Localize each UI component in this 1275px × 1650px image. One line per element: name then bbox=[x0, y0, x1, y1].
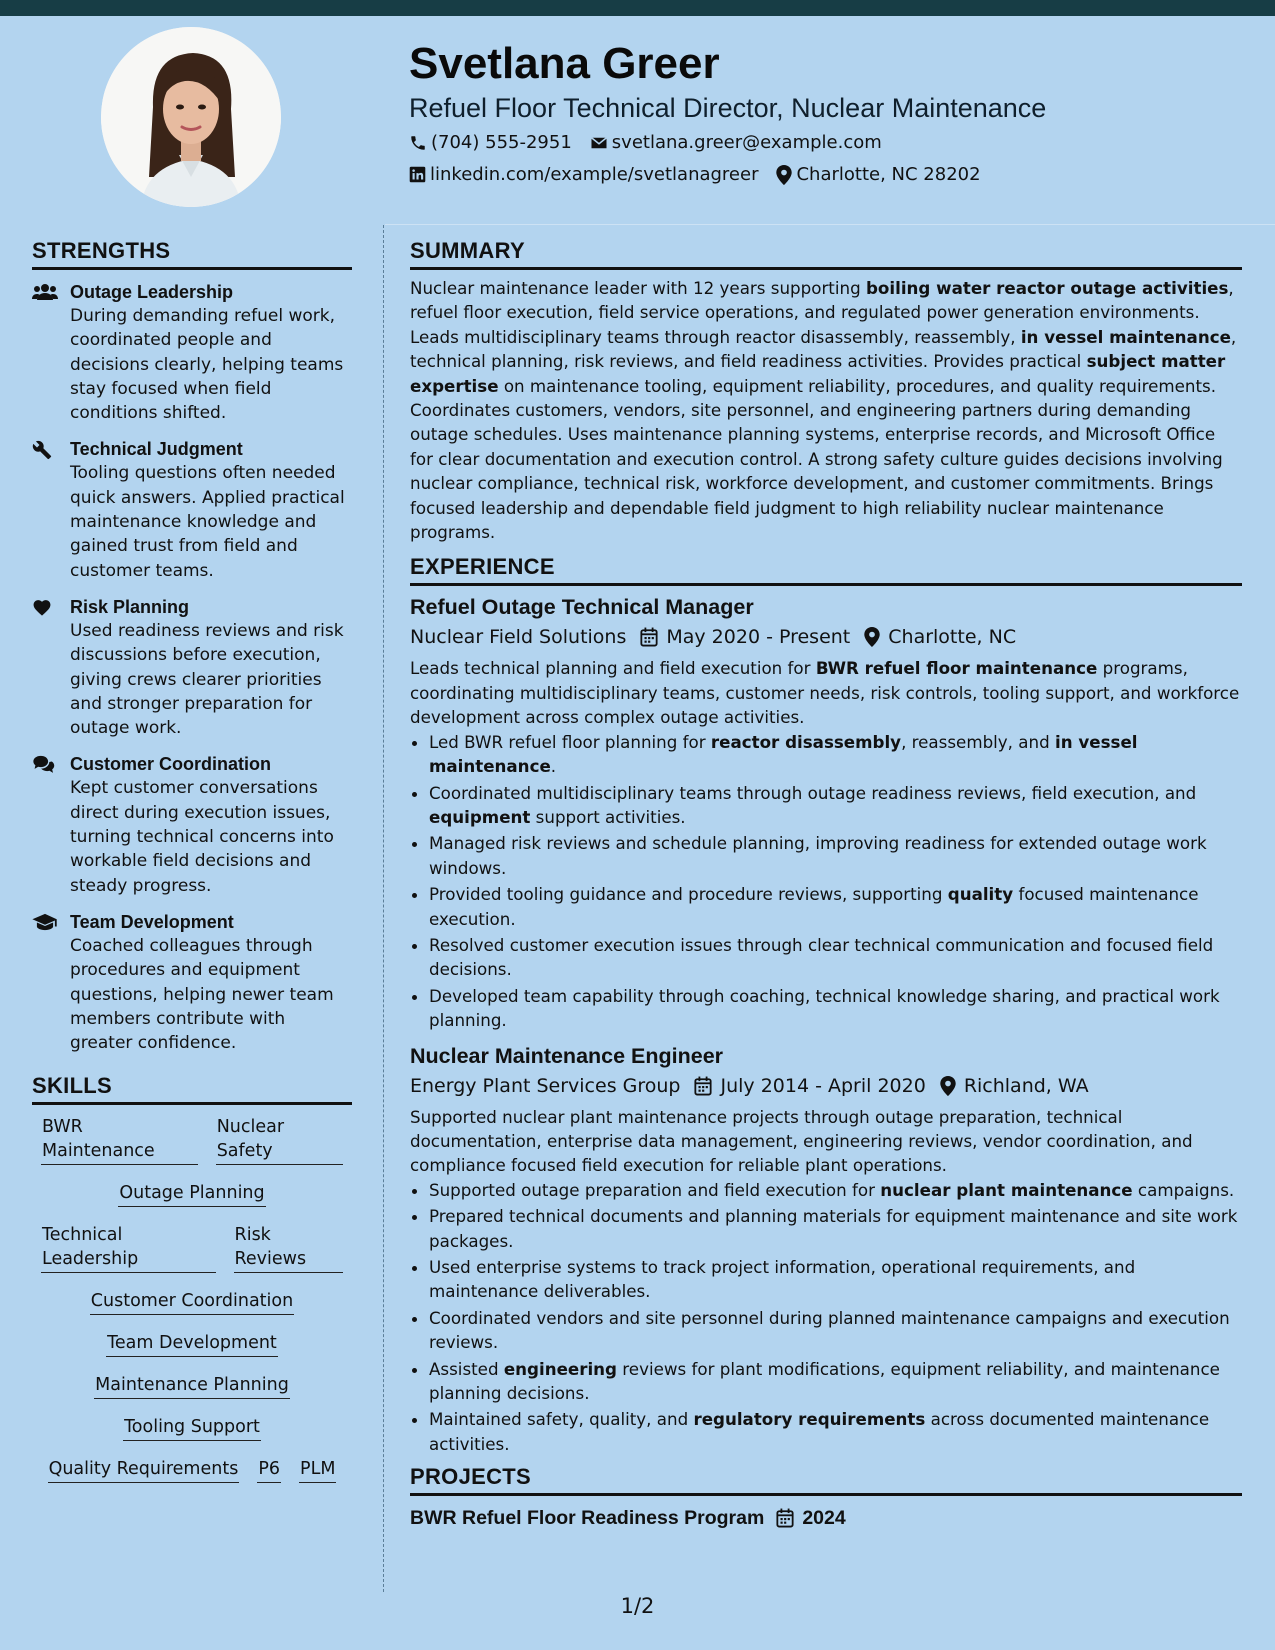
skill-row bbox=[32, 1373, 352, 1399]
strength-description: Used readiness reviews and risk discussions before execution, giving crews clearer priorities and stronger preparation for outage work. bbox=[70, 620, 344, 739]
skill-tag: Risk Reviews bbox=[234, 1223, 343, 1273]
job-bullet bbox=[429, 1204, 1242, 1253]
linkedin-contact bbox=[409, 164, 758, 185]
skill-tag: Tooling Support bbox=[123, 1415, 261, 1441]
bullet-text: reviews for plant modifications, equipment reliability, and maintenance planning decisions. bbox=[429, 1358, 1220, 1404]
bold-phrase: regulatory requirements bbox=[693, 1409, 926, 1430]
job-bullet bbox=[429, 1357, 1242, 1406]
skill-tag: Customer Coordination bbox=[90, 1289, 294, 1315]
linkedin-url[interactable]: linkedin.com/example/svetlanagreer bbox=[430, 164, 759, 185]
phone-icon bbox=[409, 134, 427, 152]
job-description-text: Supported nuclear plant maintenance projects through outage preparation, technical documentation, enterprise data management, engineering reviews, vendor coordination, and compliance focused field execution for reliable plant operations. bbox=[410, 1106, 1193, 1176]
envelope-icon bbox=[590, 134, 608, 152]
summary-segment: , refuel floor execution, field service operations, and regulated power generation environments. Leads multidisciplinary teams through reactor disassembly, reassembly, bbox=[410, 278, 1234, 347]
skill-row bbox=[32, 1115, 352, 1165]
contact-row-1 bbox=[409, 132, 900, 153]
map-pin-icon bbox=[864, 627, 880, 647]
project-item bbox=[410, 1502, 1242, 1534]
job-description bbox=[410, 1105, 1242, 1178]
bullet-text: Developed team capability through coaching, technical knowledge sharing, and practical work planning. bbox=[429, 985, 1220, 1031]
bold-phrase: equipment bbox=[429, 806, 531, 827]
job-bullet bbox=[429, 1306, 1242, 1355]
skill-tag: Quality Requirements bbox=[48, 1457, 240, 1483]
job-bullet bbox=[429, 730, 1242, 779]
graduation-cap-icon bbox=[32, 913, 58, 931]
strength-title: Customer Coordination bbox=[70, 754, 271, 775]
job-title: Refuel Outage Technical Manager bbox=[410, 595, 754, 620]
top-accent-bar bbox=[0, 0, 1275, 16]
skill-tag: Team Development bbox=[106, 1331, 278, 1357]
skill-row bbox=[32, 1223, 352, 1273]
summary-segment: , technical planning, risk reviews, and field readiness activities. Provides practical bbox=[410, 326, 1237, 372]
wrench-icon bbox=[32, 440, 52, 460]
skill-row bbox=[32, 1181, 352, 1207]
job-bullet bbox=[429, 781, 1242, 830]
strength-item bbox=[32, 280, 352, 425]
strength-title: Outage Leadership bbox=[70, 282, 234, 302]
job-meta bbox=[410, 622, 1242, 652]
strength-item bbox=[32, 437, 352, 582]
bullet-text: across documented maintenance activities. bbox=[429, 1409, 1210, 1454]
summary-heading: SUMMARY bbox=[410, 238, 1242, 270]
strength-title: Risk Planning bbox=[70, 596, 190, 617]
job-location: Charlotte, NC bbox=[864, 622, 1016, 652]
strength-title: Team Development bbox=[70, 911, 234, 932]
phone-number[interactable]: (704) 555-2951 bbox=[431, 132, 572, 153]
bullet-text: Coordinated vendors and site personnel during planned maintenance campaigns and execution reviews. bbox=[429, 1307, 1230, 1353]
skill-tag: BWR Maintenance bbox=[41, 1115, 198, 1165]
skill-row bbox=[32, 1331, 352, 1357]
skills-list bbox=[32, 1115, 352, 1483]
header-divider bbox=[385, 224, 1275, 225]
job-dates: July 2014 - April 2020 bbox=[694, 1071, 925, 1101]
location-text: Charlotte, NC 28202 bbox=[796, 164, 981, 185]
job-bullet bbox=[429, 882, 1242, 931]
bold-phrase: subject matter expertise bbox=[410, 351, 1226, 396]
page-number: 1/2 bbox=[620, 1594, 655, 1618]
skill-tag: Technical Leadership bbox=[41, 1223, 216, 1273]
chat-icon bbox=[32, 755, 56, 773]
skill-tag: Nuclear Safety bbox=[216, 1115, 343, 1165]
bullet-text: Provided tooling guidance and procedure reviews, supporting bbox=[429, 884, 948, 905]
job-bullet bbox=[429, 1178, 1242, 1202]
calendar-icon bbox=[694, 1076, 712, 1096]
email-contact bbox=[590, 132, 882, 153]
strength-description: Tooling questions often needed quick answers. Applied practical maintenance knowledge and gained trust from field and customer teams. bbox=[70, 463, 345, 581]
strength-item bbox=[32, 752, 352, 897]
bullet-text: support activities. bbox=[530, 806, 686, 827]
bullet-text: Used enterprise systems to track project information, operational requirements, and maintenance deliverables. bbox=[429, 1257, 1136, 1302]
bullet-text: , reassembly, and bbox=[901, 731, 1055, 752]
right-column bbox=[410, 238, 1242, 1534]
bullet-text: Managed risk reviews and schedule planning, improving readiness for extended outage work windows. bbox=[429, 833, 1207, 878]
strength-item bbox=[32, 910, 352, 1055]
skill-row bbox=[32, 1457, 352, 1483]
bullet-text: . bbox=[550, 756, 557, 777]
job-bullet bbox=[429, 831, 1242, 880]
heart-icon bbox=[32, 598, 52, 616]
bold-phrase: reactor disassembly bbox=[710, 731, 902, 752]
projects-heading: PROJECTS bbox=[410, 1464, 1242, 1496]
job-bullet bbox=[429, 1407, 1242, 1456]
experience-list bbox=[410, 592, 1242, 1456]
job-entry bbox=[410, 1041, 1242, 1457]
strength-item bbox=[32, 595, 352, 740]
job-bullet bbox=[429, 1255, 1242, 1304]
project-year: 2024 bbox=[802, 1507, 846, 1530]
bullet-text: focused maintenance execution. bbox=[429, 884, 1199, 929]
bold-phrase: in vessel maintenance bbox=[429, 731, 1138, 777]
bullet-text: Prepared technical documents and planning materials for equipment maintenance and site work packages. bbox=[429, 1206, 1238, 1251]
experience-heading: EXPERIENCE bbox=[410, 554, 1242, 586]
job-bullet bbox=[429, 933, 1242, 982]
summary-segment: on maintenance tooling, equipment reliability, procedures, and quality requirements. Coordinates customers, vendors, site personnel, and engineering partners during demanding outage schedules. Uses maintenance planning systems, enterprise records, and Microsoft Office for clear documentation and execution control. A strong safety culture guides decisions involving nuclear compliance, technical risk, workforce development, and customer commitments. Brings focused leadership and dependable field judgment to high reliability nuclear maintenance programs. bbox=[410, 375, 1223, 543]
candidate-title: Refuel Floor Technical Director, Nuclear Maintenance bbox=[409, 93, 1047, 123]
strength-description: Coached colleagues through procedures and equipment questions, helping newer team members contribute with greater confidence. bbox=[70, 935, 334, 1054]
job-meta bbox=[410, 1071, 1242, 1101]
bold-phrase: nuclear plant maintenance bbox=[880, 1179, 1133, 1200]
map-pin-icon bbox=[776, 165, 792, 185]
bullet-text: Assisted bbox=[429, 1358, 504, 1379]
location-contact bbox=[776, 164, 980, 185]
bold-phrase: BWR refuel floor maintenance bbox=[815, 658, 1098, 679]
skill-tag: Outage Planning bbox=[118, 1181, 265, 1207]
job-bullets bbox=[410, 1178, 1242, 1456]
job-description-text: Leads technical planning and field execution for bbox=[410, 658, 816, 679]
bullet-text: Led BWR refuel floor planning for bbox=[429, 731, 711, 752]
summary-text bbox=[410, 276, 1242, 544]
linkedin-icon bbox=[409, 166, 426, 183]
users-icon bbox=[32, 283, 58, 301]
strength-description: During demanding refuel work, coordinated people and decisions clearly, helping teams stay focused when field conditions shifted. bbox=[70, 306, 344, 424]
bold-phrase: quality bbox=[947, 884, 1014, 905]
job-description bbox=[410, 656, 1242, 729]
skill-tag: Maintenance Planning bbox=[94, 1373, 290, 1399]
job-bullets bbox=[410, 730, 1242, 1033]
calendar-icon bbox=[776, 1508, 794, 1528]
job-company: Nuclear Field Solutions bbox=[410, 626, 627, 649]
job-bullet bbox=[429, 984, 1242, 1033]
email-address[interactable]: svetlana.greer@example.com bbox=[611, 132, 882, 153]
skill-row bbox=[32, 1415, 352, 1441]
bullet-text: Maintained safety, quality, and bbox=[429, 1409, 694, 1430]
bullet-text: campaigns. bbox=[1132, 1179, 1235, 1200]
job-company: Energy Plant Services Group bbox=[410, 1074, 681, 1097]
bullet-text: Coordinated multidisciplinary teams through outage readiness reviews, field execution, and bbox=[429, 782, 1197, 803]
strength-description: Kept customer conversations direct during execution issues, turning technical concerns into workable field decisions and steady progress. bbox=[70, 778, 334, 896]
bold-phrase: in vessel maintenance bbox=[1020, 326, 1231, 347]
candidate-name: Svetlana Greer bbox=[409, 39, 720, 88]
bold-phrase: engineering bbox=[503, 1358, 617, 1379]
job-dates: May 2020 - Present bbox=[640, 622, 850, 652]
profile-photo bbox=[101, 27, 281, 207]
phone-contact bbox=[409, 132, 572, 153]
project-name: BWR Refuel Floor Readiness Program bbox=[410, 1507, 765, 1530]
job-title: Nuclear Maintenance Engineer bbox=[410, 1043, 724, 1068]
bold-phrase: boiling water reactor outage activities bbox=[865, 278, 1229, 298]
job-location: Richland, WA bbox=[940, 1071, 1089, 1101]
job-description-text: programs, coordinating multidisciplinary teams, customer needs, risk controls, tooling support, and workforce development across complex outage activities. bbox=[410, 658, 1240, 728]
calendar-icon bbox=[640, 627, 658, 647]
skill-tag: P6 bbox=[257, 1457, 281, 1483]
left-column bbox=[32, 238, 352, 1499]
column-divider bbox=[383, 225, 384, 1592]
strength-title: Technical Judgment bbox=[70, 439, 243, 460]
contact-row-2 bbox=[409, 164, 999, 185]
summary-segment: Nuclear maintenance leader with 12 years supporting bbox=[410, 278, 866, 298]
skill-tag: PLM bbox=[299, 1457, 336, 1483]
bullet-text: Supported outage preparation and field execution for bbox=[429, 1179, 881, 1200]
skills-heading: SKILLS bbox=[32, 1073, 352, 1105]
map-pin-icon bbox=[940, 1076, 956, 1096]
strengths-heading: STRENGTHS bbox=[32, 238, 352, 270]
bullet-text: Resolved customer execution issues through clear technical communication and focused field decisions. bbox=[429, 934, 1214, 980]
job-entry bbox=[410, 592, 1242, 1032]
skill-row bbox=[32, 1289, 352, 1315]
